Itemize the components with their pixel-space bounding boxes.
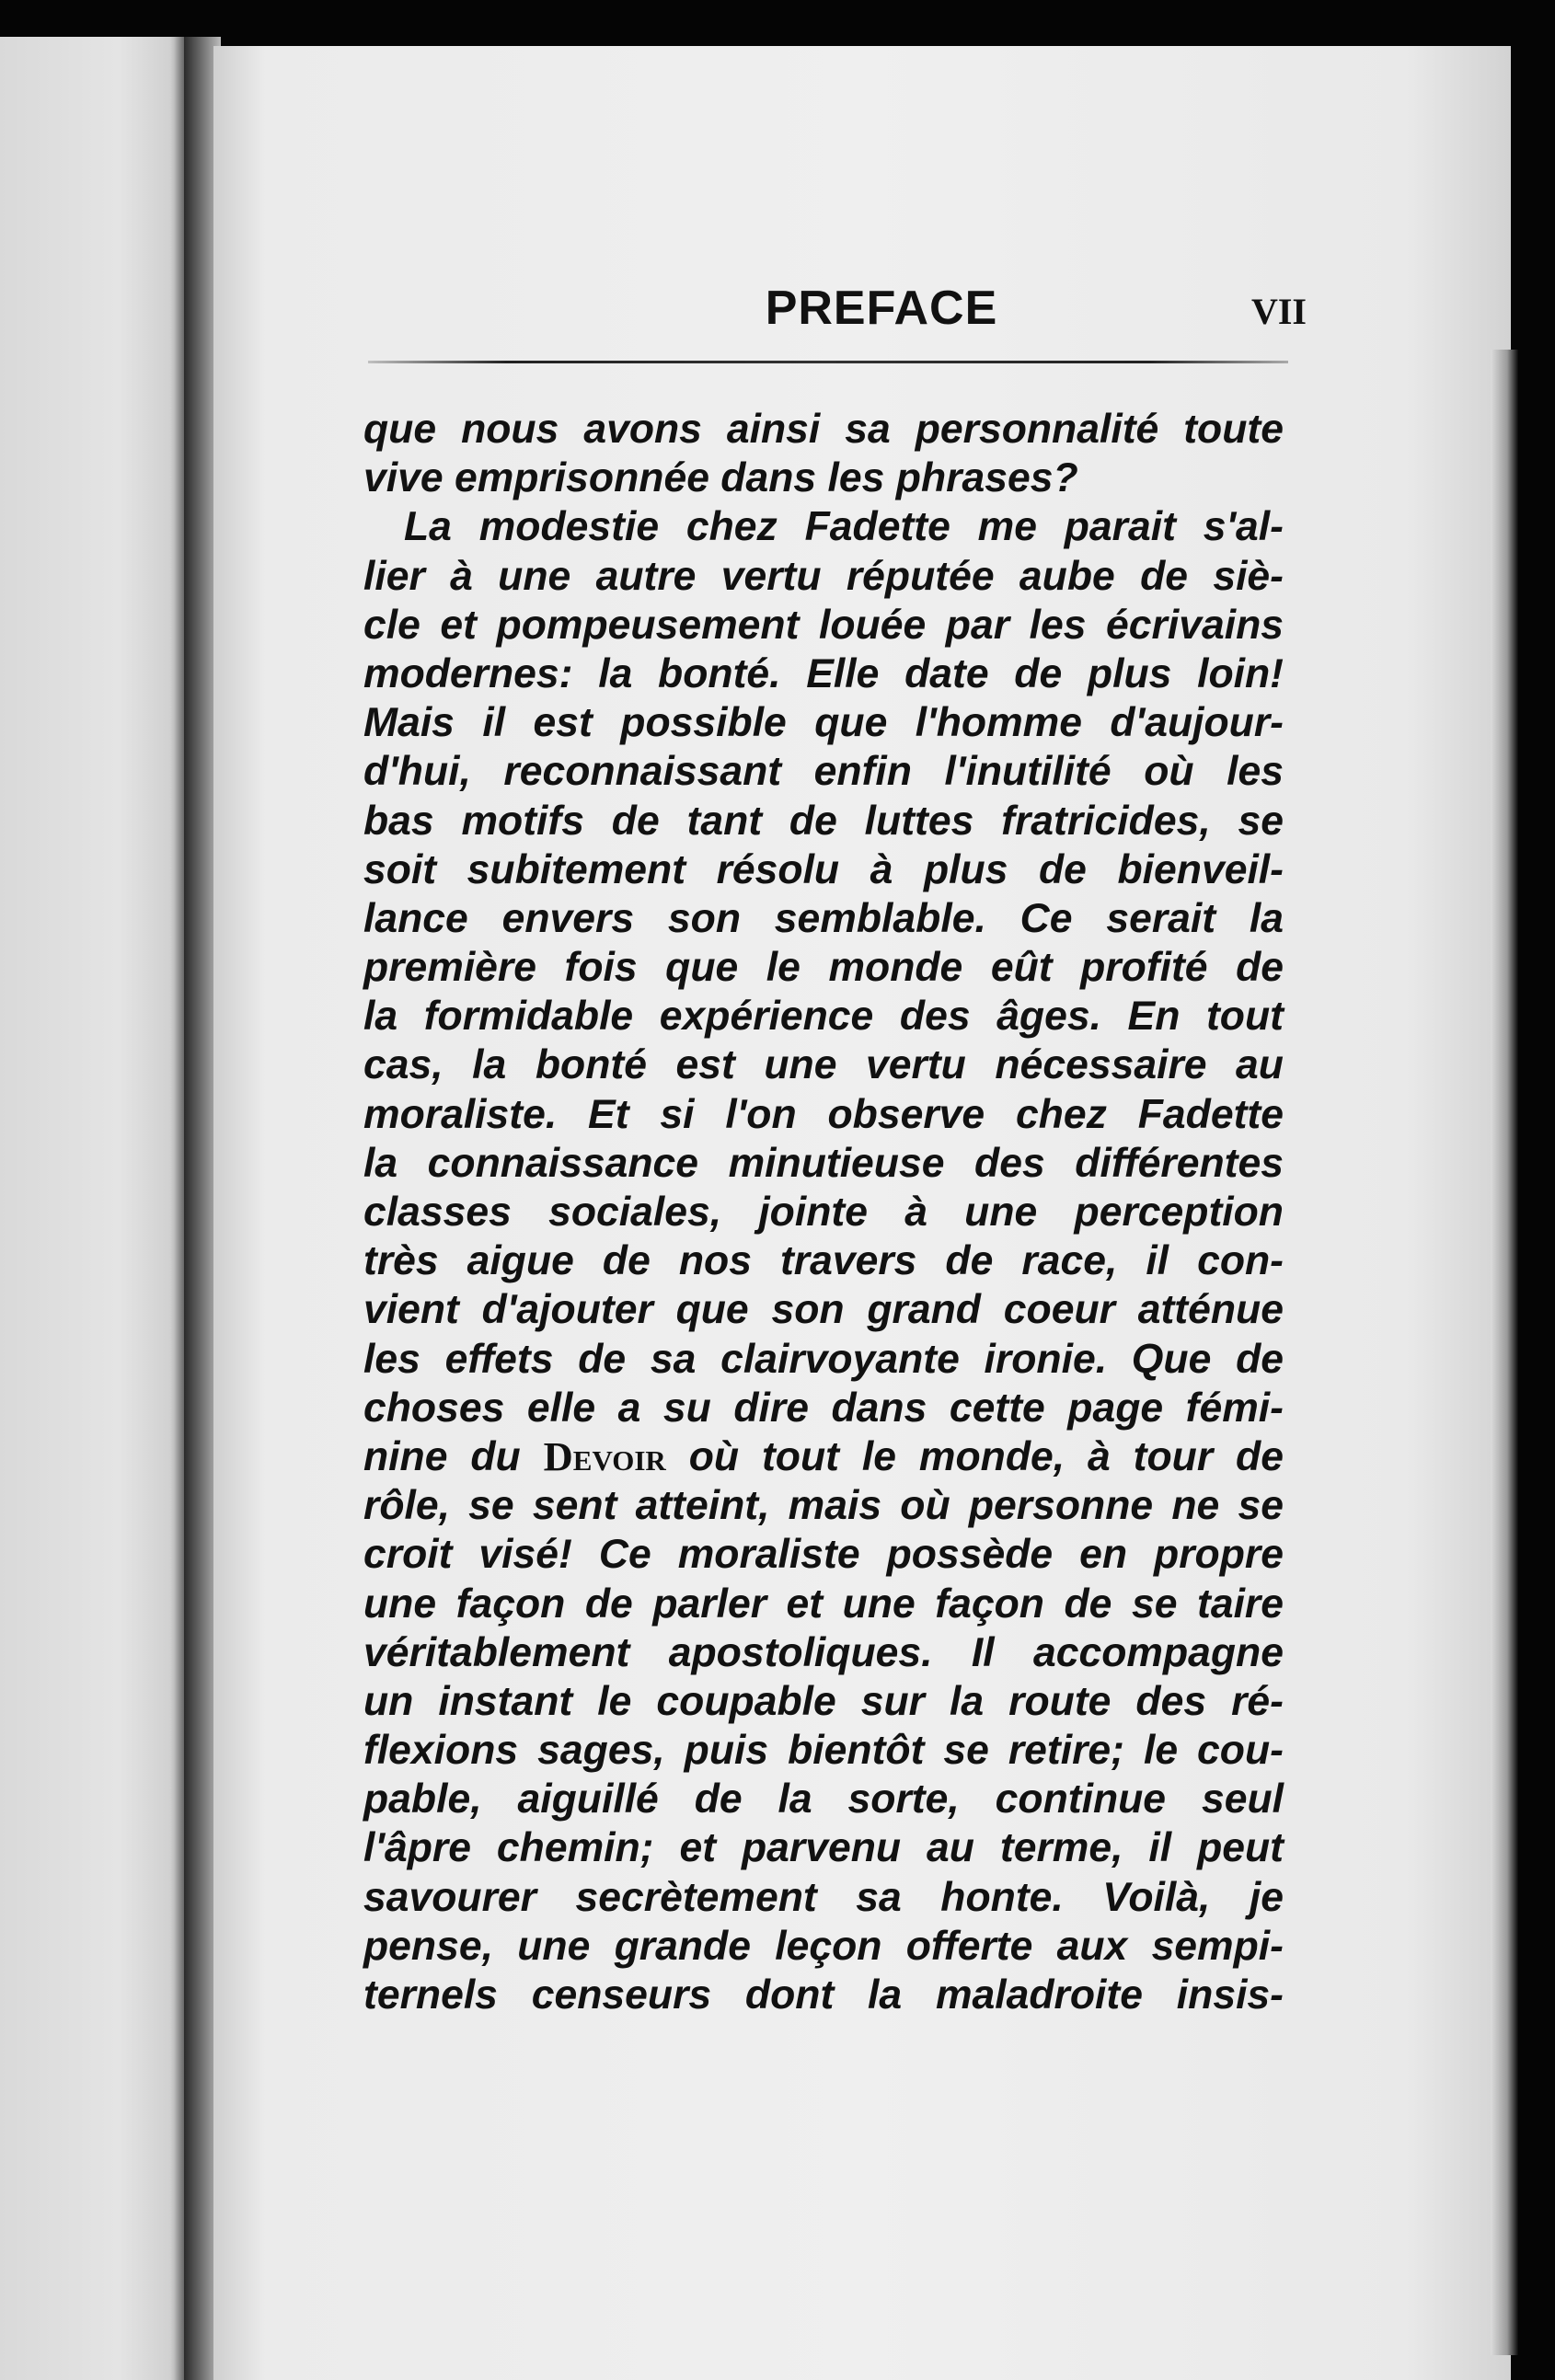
text-line: rôle, se sent atteint, mais où personne ne se (363, 1483, 1284, 1529)
text-line: ternels censeurs dont la maladroite insis- (363, 1972, 1284, 2018)
text-line: lier à une autre vertu réputée aube de siè- (363, 553, 1284, 599)
text-line: modernes: la bonté. Elle date de plus loin! (363, 650, 1284, 696)
page-number: VII (1250, 291, 1307, 332)
text-line: flexions sages, puis bientôt se retire; le cou- (363, 1728, 1284, 1774)
text-line: savourer secrètement sa honte. Voilà, je (363, 1874, 1284, 1920)
text-line: un instant le coupable sur la route des ré- (363, 1678, 1284, 1724)
text-line: d'hui, reconnaissant enfin l'inutilité où les (363, 749, 1284, 795)
text-line: cas, la bonté est une vertu nécessaire au (363, 1042, 1284, 1088)
text-line: la formidable expérience des âges. En tout (363, 994, 1284, 1040)
text-line: bas motifs de tant de luttes fratricides, se (363, 798, 1284, 844)
text-line: pable, aiguillé de la sorte, continue seul (363, 1776, 1284, 1822)
page-right-edge (1491, 350, 1518, 2355)
page-header (368, 281, 1307, 354)
text-line: croit visé! Ce moraliste possède en propre (363, 1532, 1284, 1578)
text-line: première fois que le monde eût profité de (363, 945, 1284, 991)
text-line: véritablement apostoliques. Il accompagne (363, 1629, 1284, 1675)
header-rule (368, 361, 1288, 363)
body-text (363, 405, 1284, 2019)
text-line: la connaissance minutieuse des différentes (363, 1140, 1284, 1186)
text-line-with-title (363, 1432, 1284, 1481)
text-line: vive emprisonnée dans les phrases? (363, 455, 1078, 501)
text-line: lance envers son semblable. Ce serait la (363, 895, 1284, 941)
text-line: soit subitement résolu à plus de bienveil- (363, 846, 1284, 892)
text-line: classes sociales, jointe à une perception (363, 1190, 1284, 1235)
text-line: l'âpre chemin; et parvenu au terme, il peut (363, 1825, 1284, 1871)
text-line: moraliste. Et si l'on observe chez Fadette (363, 1091, 1284, 1137)
text-line: pense, une grande leçon offerte aux sempi- (363, 1923, 1284, 1969)
text-line: très aigue de nos travers de race, il con- (363, 1238, 1284, 1284)
text-line: cle et pompeusement louée par les écrivains (363, 602, 1284, 648)
text-line: Mais il est possible que l'homme d'aujour- (363, 700, 1284, 746)
text-line: les effets de sa clairvoyante ironie. Que de (363, 1336, 1284, 1382)
text-line: choses elle a su dire dans cette page fémi- (363, 1385, 1284, 1431)
text-segment: où tout le monde, à tour de (688, 1433, 1284, 1479)
previous-page-edge (0, 37, 198, 2380)
text-segment: nine du (363, 1433, 521, 1479)
journal-title: Devoir (543, 1432, 666, 1479)
text-line: vient d'ajouter que son grand coeur atténue (363, 1287, 1284, 1333)
text-line: que nous avons ainsi sa personnalité toute (363, 407, 1284, 452)
text-line: La modestie chez Fadette me parait s'al- (404, 504, 1284, 550)
text-line: une façon de parler et une façon de se taire (363, 1581, 1284, 1627)
running-head: PREFACE (765, 282, 998, 335)
